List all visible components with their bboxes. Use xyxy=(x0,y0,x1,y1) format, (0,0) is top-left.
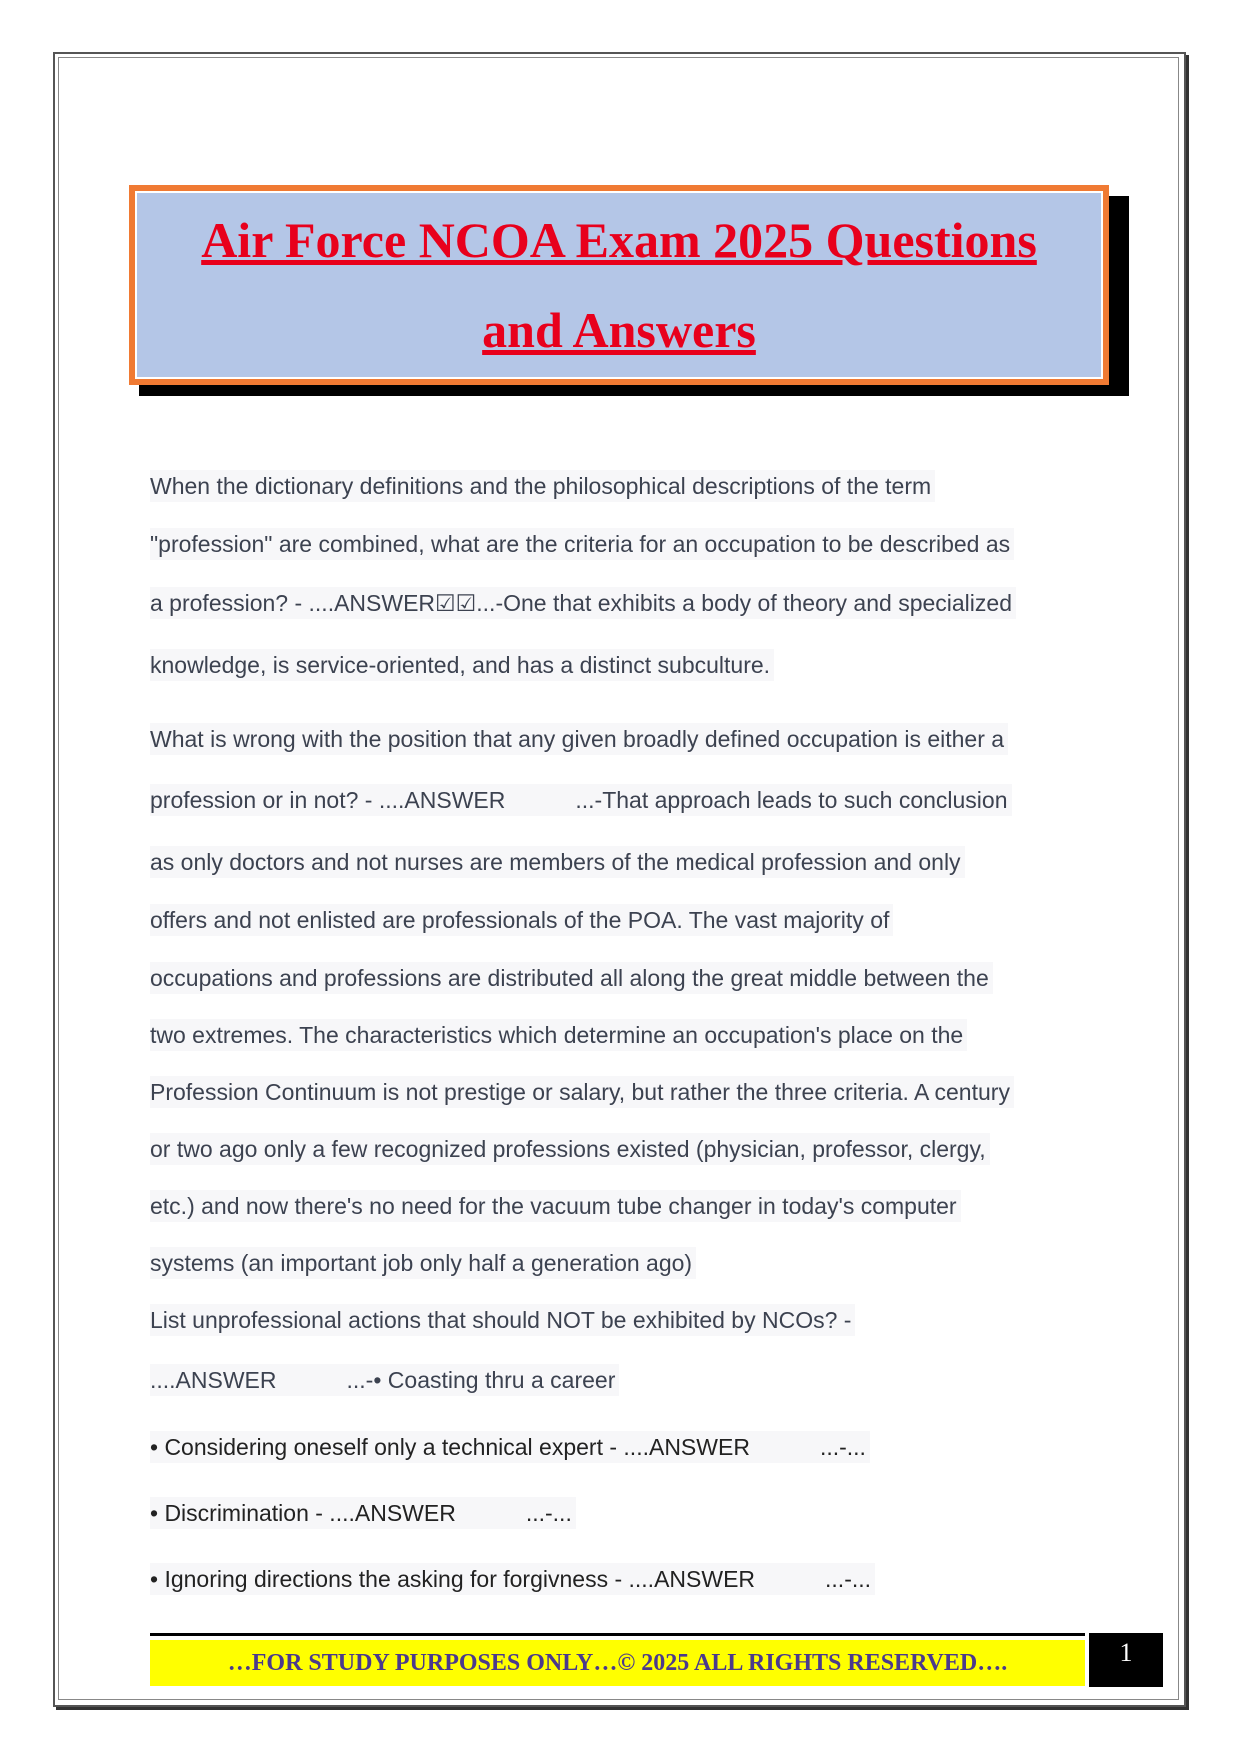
bullet-item xyxy=(150,1563,875,1595)
title-line-1: Air Force NCOA Exam 2025 Questions xyxy=(201,212,1037,268)
title-line-2: and Answers xyxy=(482,302,756,358)
body-line: or two ago only a few recognized professions existed (physician, professor, clergy, xyxy=(150,1133,990,1165)
answer-line xyxy=(150,784,1012,816)
bullet-tail: ...-... xyxy=(525,1500,572,1526)
body-line: When the dictionary definitions and the philosophical descriptions of the term xyxy=(150,470,935,502)
answer-prefix: ....ANSWER xyxy=(150,1367,277,1393)
bullet-item xyxy=(150,1497,576,1529)
body-line: offers and not enlisted are professionals of the POA. The vast majority of xyxy=(150,904,893,936)
title-inner xyxy=(135,191,1103,379)
body-line: two extremes. The characteristics which determine an occupation's place on the xyxy=(150,1019,967,1051)
bullet-tail: ...-... xyxy=(819,1434,866,1460)
answer-text: ...-That approach leads to such conclusion xyxy=(575,787,1008,813)
footer-text: …FOR STUDY PURPOSES ONLY…© 2025 ALL RIGHTS RESERVED…. xyxy=(227,1649,1008,1676)
answer-prefix: profession or in not? - ....ANSWER xyxy=(150,787,506,813)
footer-banner xyxy=(150,1640,1085,1686)
page-number: 1 xyxy=(1089,1633,1163,1687)
body-line: occupations and professions are distributed all along the great middle between the xyxy=(150,962,993,994)
bullet-text: • Considering oneself only a technical expert - ....ANSWER xyxy=(150,1434,750,1460)
bullet-text: • Discrimination - ....ANSWER xyxy=(150,1500,456,1526)
answer-line xyxy=(150,1364,619,1396)
bullet-item xyxy=(150,1431,870,1463)
body-line: What is wrong with the position that any given broadly defined occupation is either a xyxy=(150,723,1008,755)
footer-rule xyxy=(150,1633,1085,1636)
body-line: etc.) and now there's no need for the vacuum tube changer in today's computer xyxy=(150,1190,961,1222)
body-line: as only doctors and not nurses are members of the medical profession and only xyxy=(150,846,965,878)
bullet-text: • Ignoring directions the asking for forgivness - ....ANSWER xyxy=(150,1566,756,1592)
body-line: Profession Continuum is not prestige or salary, but rather the three criteria. A century xyxy=(150,1076,1014,1108)
bullet-tail: ...-... xyxy=(825,1566,872,1592)
body-line: "profession" are combined, what are the criteria for an occupation to be described as xyxy=(150,528,1014,560)
body-line: systems (an important job only half a generation ago) xyxy=(150,1247,696,1279)
body-line: knowledge, is service-oriented, and has a distinct subculture. xyxy=(150,649,774,681)
body-line: a profession? - ....ANSWER☑☑...-One that exhibits a body of theory and specialized xyxy=(150,587,1016,619)
title-box xyxy=(129,185,1109,385)
body-line: List unprofessional actions that should NOT be exhibited by NCOs? - xyxy=(150,1304,855,1336)
answer-text: ...-• Coasting thru a career xyxy=(346,1367,616,1393)
